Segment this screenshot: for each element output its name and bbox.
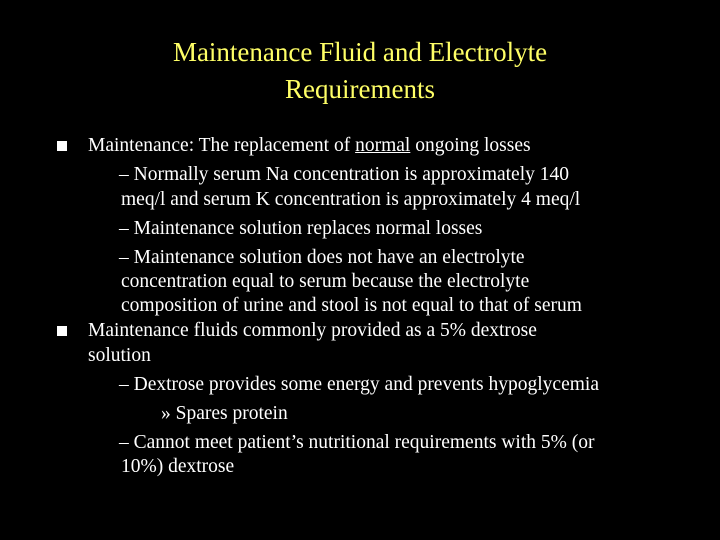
sub-bullet-2-1: – Dextrose provides some energy and prevents hypoglycemia — [119, 374, 599, 395]
sub-bullet-2-2-line-2: 10%) dextrose — [121, 456, 235, 477]
bullet-1-suffix: ongoing losses — [410, 135, 531, 156]
sub-bullet-1-3-line-1: – Maintenance solution does not have an electrolyte — [119, 247, 525, 268]
sub-bullet-1-2: – Maintenance solution replaces normal losses — [119, 218, 483, 239]
title-line-2: Requirements — [285, 74, 435, 104]
bullet-2-line-1: Maintenance fluids commonly provided as a 5% dextrose — [88, 320, 537, 341]
sub-bullet-1-3-line-2: concentration equal to serum because the electrolyte — [121, 271, 530, 292]
sub-bullet-2-2-line-1: – Cannot meet patient’s nutritional requirements with 5% (or — [119, 432, 595, 453]
bullet-1-text — [88, 131, 531, 160]
sub-bullet-1-1-line-1: – Normally serum Na concentration is approximately 140 — [119, 164, 570, 185]
sub-sub-bullet-2-1-1: » Spares protein — [161, 403, 288, 424]
sub-bullet-1-1-line-2: meq/l and serum K concentration is approximately 4 meq/l — [121, 189, 581, 210]
bullet-square-icon — [57, 141, 67, 151]
slide-title — [0, 34, 720, 108]
bullet-2-line-2: solution — [88, 345, 151, 366]
title-line-1: Maintenance Fluid and Electrolyte — [172, 37, 548, 67]
bullet-1-prefix: Maintenance: The replacement of — [88, 135, 356, 156]
bullet-square-icon — [57, 326, 67, 336]
bullet-1-underlined: normal — [355, 135, 411, 156]
sub-bullet-1-3-line-3: composition of urine and stool is not equal to that of serum — [121, 295, 582, 316]
